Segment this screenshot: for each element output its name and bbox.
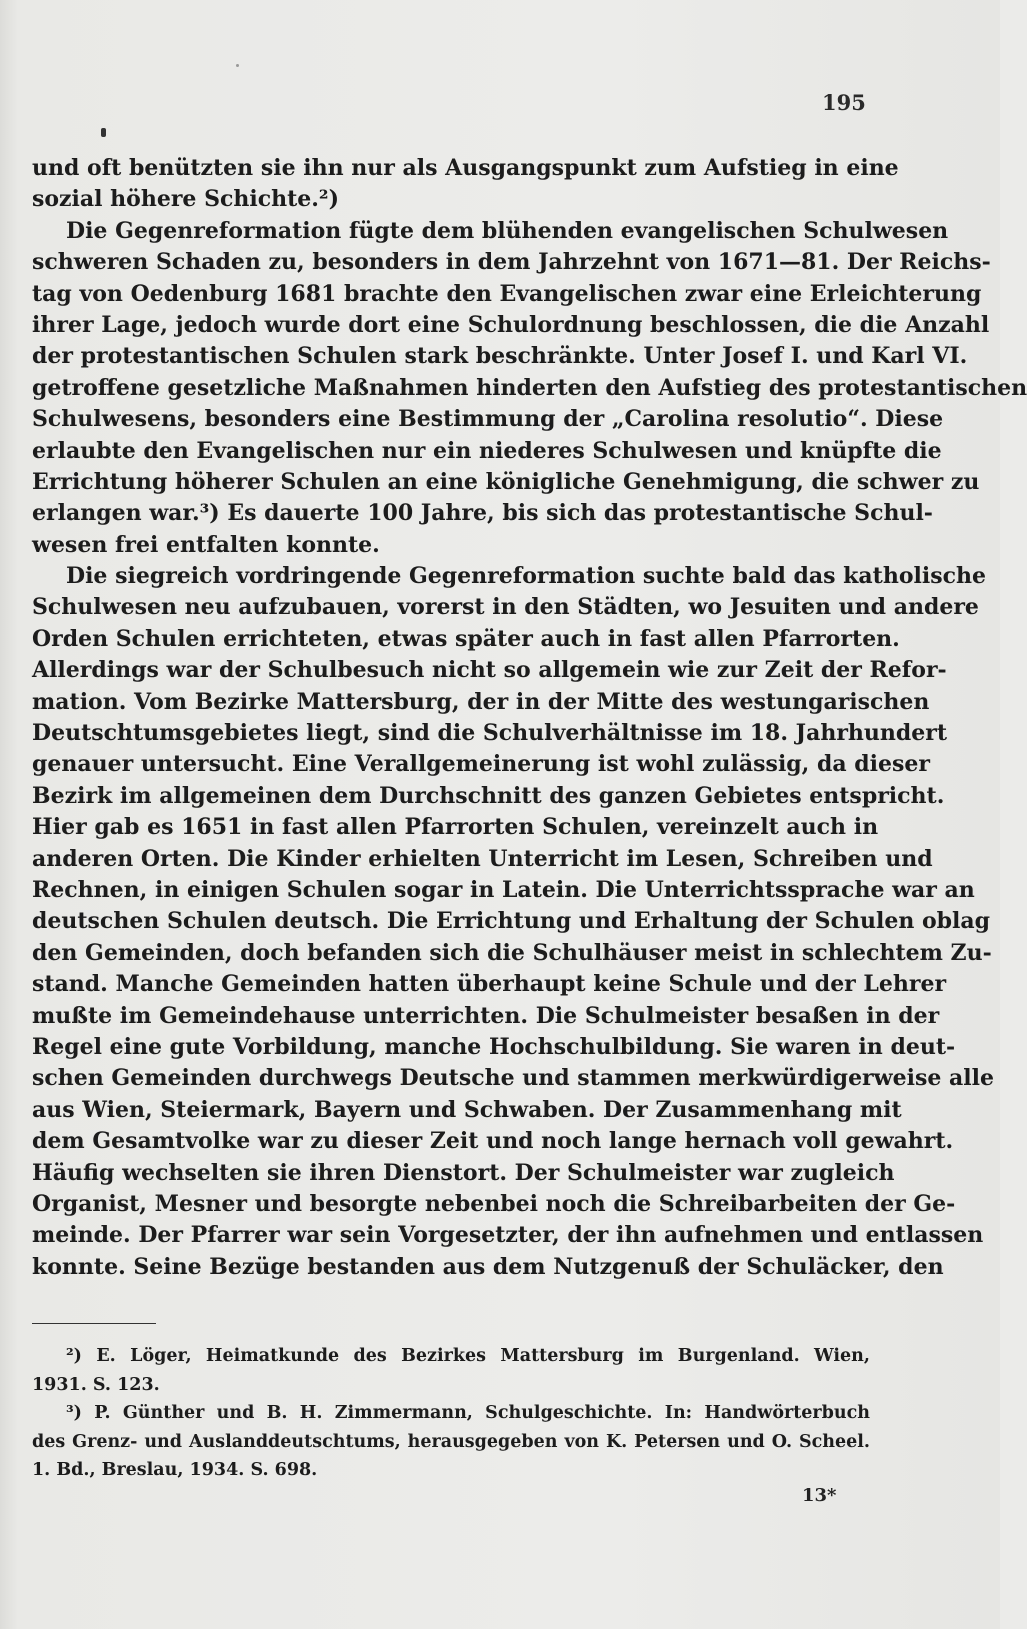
text-line: Die Gegenreformation fügte dem blühenden evangelischen Schulwesen [66,217,949,244]
page-number: 195 [822,90,866,115]
footnote-line: ³) P. Günther und B. H. Zimmermann, Schulgeschichte. In: Handwörterbuch [66,1403,870,1423]
text-line: Organist, Mesner und besorgte nebenbei noch die Schreibarbeiten der Ge- [32,1190,956,1217]
text-line: mation. Vom Bezirke Mattersburg, der in der Mitte des westungarischen [32,688,930,715]
text-line: Deutschtumsgebietes liegt, sind die Schulverhältnisse im 18. Jahrhundert [32,720,948,747]
paper-speck [236,64,239,67]
text-line: anderen Orten. Die Kinder erhielten Unterricht im Lesen, Schreiben und [32,845,933,872]
text-line: konnte. Seine Bezüge bestanden aus dem Nutzgenuß der Schuläcker, den [32,1253,944,1280]
text-line: stand. Manche Gemeinden hatten überhaupt keine Schule und der Lehrer [32,971,947,998]
text-line: und oft benützten sie ihn nur als Ausgangspunkt zum Aufstieg in eine [32,155,899,181]
text-line: Allerdings war der Schulbesuch nicht so allgemein wie zur Zeit der Refor- [32,657,947,684]
text-line: meinde. Der Pfarrer war sein Vorgesetzter, der ihn aufnehmen und entlassen [32,1222,984,1249]
text-line: mußte im Gemeindehause unterrichten. Die Schulmeister besaßen in der [32,1002,940,1029]
text-line: erlaubte den Evangelischen nur ein niederes Schulwesen und knüpfte die [32,437,942,464]
text-line: Rechnen, in einigen Schulen sogar in Latein. Die Unterrichtssprache war an [32,876,975,903]
footnote-line: ²) E. Löger, Heimatkunde des Bezirkes Mattersburg im Burgenland. Wien, [66,1346,870,1366]
footnote-line: 1931. S. 123. [32,1374,160,1395]
text-line: erlangen war.³) Es dauerte 100 Jahre, bis sich das protestantische Schul- [32,500,933,527]
ink-mark [101,128,106,137]
text-line: den Gemeinden, doch befanden sich die Schulhäuser meist in schlechtem Zu- [32,939,992,966]
text-line: Schulwesen neu aufzubauen, vorerst in den Städten, wo Jesuiten und andere [32,594,979,621]
text-line: Orden Schulen errichteten, etwas später auch in fast allen Pfarrorten. [32,625,900,652]
footnote-line: 1. Bd., Breslau, 1934. S. 698. [32,1460,318,1480]
text-line: genauer untersucht. Eine Verallgemeinerung ist wohl zulässig, da dieser [32,751,931,778]
text-line: aus Wien, Steiermark, Bayern und Schwaben. Der Zusammenhang mit [32,1096,902,1123]
text-line: Die siegreich vordringende Gegenreformation suchte bald das katholische [66,563,986,590]
text-line: Häufig wechselten sie ihren Dienstort. Der Schulmeister war zugleich [32,1159,895,1186]
text-line: der protestantischen Schulen stark beschränkte. Unter Josef I. und Karl VI. [32,343,968,370]
text-line: tag von Oedenburg 1681 brachte den Evangelischen zwar eine Erleichterung [32,280,982,307]
text-line: schweren Schaden zu, besonders in dem Jahrzehnt von 1671—81. Der Reichs- [32,249,991,276]
text-line: Bezirk im allgemeinen dem Durchschnitt des ganzen Gebietes entspricht. [32,782,945,809]
text-line: Regel eine gute Vorbildung, manche Hochschulbildung. Sie waren in deut- [32,1033,956,1060]
text-line: ihrer Lage, jedoch wurde dort eine Schulordnung beschlossen, die die Anzahl [32,311,990,338]
text-line: schen Gemeinden durchwegs Deutsche und stammen merkwürdigerweise alle [32,1065,994,1092]
text-line: wesen frei entfalten konnte. [32,531,380,558]
signature-mark: 13* [802,1485,837,1506]
text-line: Hier gab es 1651 in fast allen Pfarrorten Schulen, vereinzelt auch in [32,814,879,841]
text-line: deutschen Schulen deutsch. Die Errichtung und Erhaltung der Schulen oblag [32,908,991,935]
text-line: sozial höhere Schichte.²) [32,186,339,213]
body-text [32,153,1027,1283]
text-line: getroffene gesetzliche Maßnahmen hinderten den Aufstieg des protestantischen [32,374,1027,401]
text-line: dem Gesamtvolke war zu dieser Zeit und noch lange hernach voll gewahrt. [32,1128,954,1155]
text-line: Errichtung höherer Schulen an eine königliche Genehmigung, die schwer zu [32,468,980,495]
text-line: Schulwesens, besonders eine Bestimmung der „Carolina resolutio“. Diese [32,406,944,433]
footnotes [32,1342,870,1485]
footnote-line: des Grenz- und Auslanddeutschtums, herausgegeben von K. Petersen und O. Scheel. [32,1431,870,1452]
footnote-divider [32,1323,156,1324]
